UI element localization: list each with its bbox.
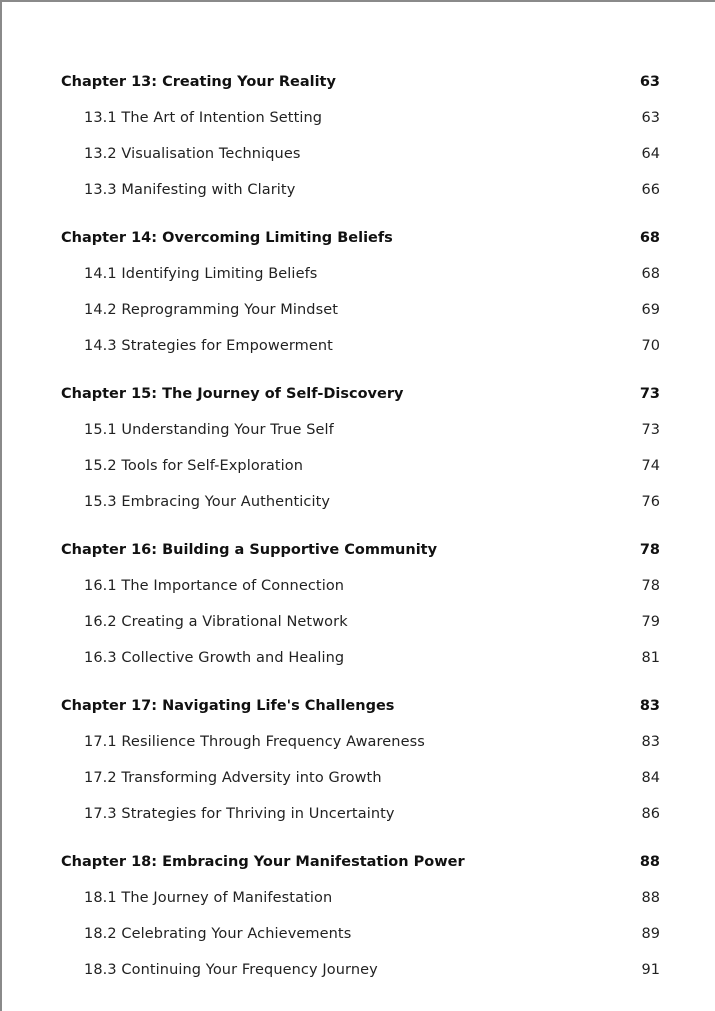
- section-entry[interactable]: [61, 328, 660, 364]
- chapter-page-number: 83: [639, 698, 660, 714]
- table-of-contents: [61, 64, 660, 1000]
- toc-chapter: [61, 532, 660, 676]
- section-page-number: 64: [641, 146, 660, 162]
- section-entry[interactable]: [61, 412, 660, 448]
- section-page-number: 83: [641, 734, 660, 750]
- chapter-entry[interactable]: [61, 844, 660, 880]
- section-page-number: 88: [641, 890, 660, 906]
- section-entry[interactable]: [61, 880, 660, 916]
- toc-chapter: [61, 220, 660, 364]
- toc-chapter: [61, 844, 660, 988]
- section-entry[interactable]: [61, 292, 660, 328]
- section-page-number: 68: [641, 266, 660, 282]
- section-entry[interactable]: [61, 172, 660, 208]
- section-title: 14.2 Reprogramming Your Mindset: [84, 302, 339, 318]
- chapter-title: Chapter 15: The Journey of Self-Discovery: [61, 386, 404, 402]
- section-entry[interactable]: [61, 100, 660, 136]
- chapter-entry[interactable]: [61, 688, 660, 724]
- section-entry[interactable]: [61, 952, 660, 988]
- section-title: 18.3 Continuing Your Frequency Journey: [84, 962, 378, 978]
- section-page-number: 74: [641, 458, 660, 474]
- section-title: 16.1 The Importance of Connection: [84, 578, 345, 594]
- chapter-page-number: 78: [639, 542, 660, 558]
- section-title: 15.3 Embracing Your Authenticity: [84, 494, 331, 510]
- section-entry[interactable]: [61, 568, 660, 604]
- section-entry[interactable]: [61, 760, 660, 796]
- section-entry[interactable]: [61, 256, 660, 292]
- section-entry[interactable]: [61, 640, 660, 676]
- section-title: 15.2 Tools for Self-Exploration: [84, 458, 304, 474]
- chapter-entry[interactable]: [61, 64, 660, 100]
- section-entry[interactable]: [61, 484, 660, 520]
- section-page-number: 73: [641, 422, 660, 438]
- chapter-title: Chapter 16: Building a Supportive Community: [61, 542, 438, 558]
- chapter-page-number: 68: [639, 230, 660, 246]
- section-page-number: 81: [641, 650, 660, 666]
- chapter-entry[interactable]: [61, 376, 660, 412]
- section-page-number: 66: [641, 182, 660, 198]
- section-title: 16.3 Collective Growth and Healing: [84, 650, 345, 666]
- section-page-number: 89: [641, 926, 660, 942]
- section-title: 17.2 Transforming Adversity into Growth: [84, 770, 382, 786]
- section-title: 13.3 Manifesting with Clarity: [84, 182, 296, 198]
- section-title: 17.3 Strategies for Thriving in Uncertainty: [84, 806, 395, 822]
- section-page-number: 69: [641, 302, 660, 318]
- chapter-entry[interactable]: [61, 220, 660, 256]
- chapter-page-number: 88: [639, 854, 660, 870]
- chapter-title: Chapter 14: Overcoming Limiting Beliefs: [61, 230, 393, 246]
- chapter-page-number: 63: [639, 74, 660, 90]
- section-title: 15.1 Understanding Your True Self: [84, 422, 334, 438]
- section-title: 13.2 Visualisation Techniques: [84, 146, 301, 162]
- section-entry[interactable]: [61, 136, 660, 172]
- section-page-number: 91: [641, 962, 660, 978]
- toc-chapter: [61, 376, 660, 520]
- section-title: 17.1 Resilience Through Frequency Awareness: [84, 734, 425, 750]
- section-title: 16.2 Creating a Vibrational Network: [84, 614, 348, 630]
- chapter-title: Chapter 17: Navigating Life's Challenges: [61, 698, 395, 714]
- section-entry[interactable]: [61, 448, 660, 484]
- section-title: 14.3 Strategies for Empowerment: [84, 338, 333, 354]
- section-page-number: 86: [641, 806, 660, 822]
- section-entry[interactable]: [61, 916, 660, 952]
- chapter-entry[interactable]: [61, 532, 660, 568]
- chapter-page-number: 73: [639, 386, 660, 402]
- section-title: 18.1 The Journey of Manifestation: [84, 890, 333, 906]
- chapter-title: Chapter 18: Embracing Your Manifestation Power: [61, 854, 465, 870]
- chapter-title: Chapter 13: Creating Your Reality: [61, 74, 336, 90]
- section-entry[interactable]: [61, 604, 660, 640]
- section-page-number: 84: [641, 770, 660, 786]
- section-title: 14.1 Identifying Limiting Beliefs: [84, 266, 318, 282]
- section-page-number: 79: [641, 614, 660, 630]
- section-entry[interactable]: [61, 796, 660, 832]
- section-page-number: 78: [641, 578, 660, 594]
- toc-chapter: [61, 688, 660, 832]
- section-page-number: 63: [641, 110, 660, 126]
- section-entry[interactable]: [61, 724, 660, 760]
- section-title: 13.1 The Art of Intention Setting: [84, 110, 323, 126]
- section-page-number: 70: [641, 338, 660, 354]
- toc-chapter: [61, 64, 660, 208]
- section-page-number: 76: [641, 494, 660, 510]
- section-title: 18.2 Celebrating Your Achievements: [84, 926, 352, 942]
